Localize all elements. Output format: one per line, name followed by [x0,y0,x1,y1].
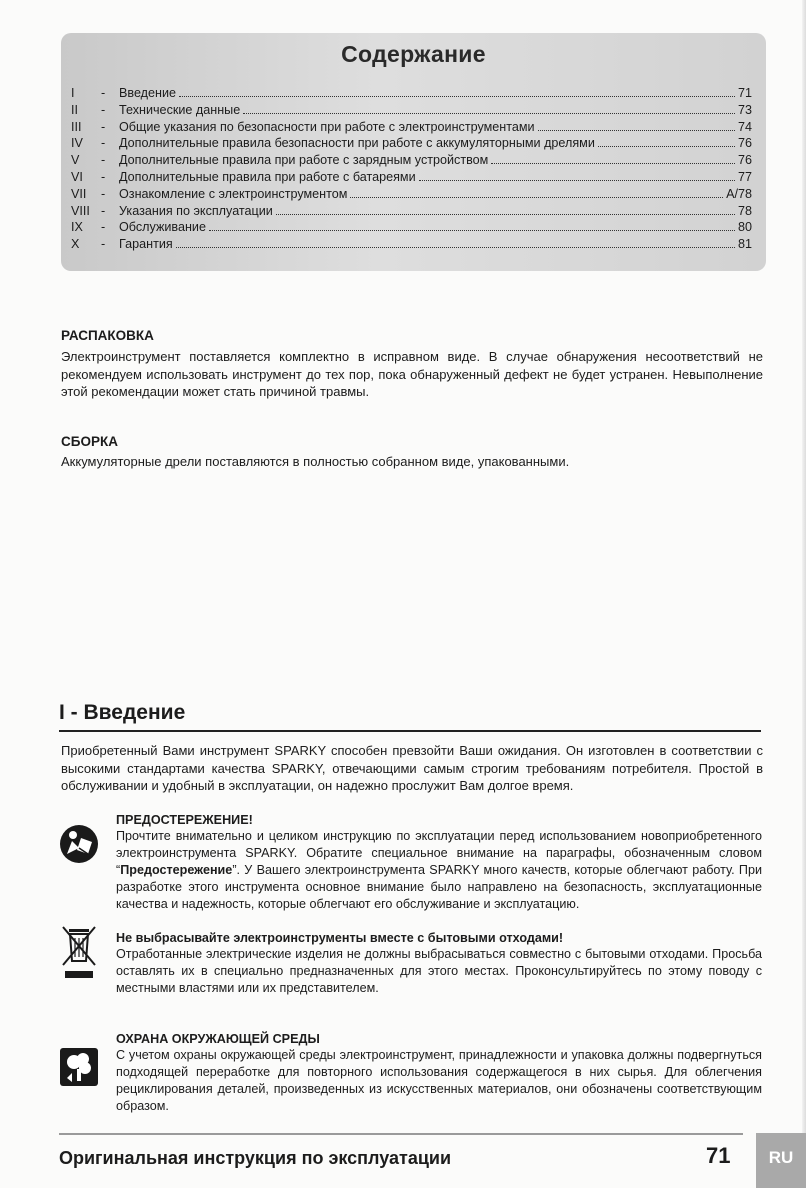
toc-item-title: Введение [119,86,177,100]
toc-item-title: Указания по эксплуатации [119,203,273,218]
toc-item-page: 71 [737,86,752,100]
toc-item-number: I [71,86,75,100]
toc-leader [491,163,735,164]
disposal-title: Не выбрасывайте электроинструменты вместе с бытовыми отходами! [116,931,564,945]
toc-item-title: Дополнительные правила при работе с зарядным устройством [119,153,489,168]
footer-title: Оригинальная инструкция по эксплуатации [59,1148,452,1168]
toc-item-page: 73 [737,102,752,117]
toc-item-title: Технические данные [119,102,241,117]
toc-item [71,85,752,102]
toc-leader [209,230,735,231]
page-number: 71 [706,1143,731,1168]
toc-leader [419,180,735,181]
toc-item [71,169,752,186]
warning-emphasis: Предостережение [120,863,233,877]
toc-item [71,102,752,119]
toc-item [71,119,752,136]
unpacking-text: Электроинструмент поставляется комплектно в исправном виде. В случае обнаружения несоответствий не рекомендуем использовать инструмент до тех пор, пока обнаруженный дефект не будет устранен. Невыполнение этой рекомендации может стать причиной травмы. [61,349,763,399]
toc-item [71,135,752,152]
toc-item-page: A/78 [726,186,752,201]
warning-title: ПРЕДОСТЕРЕЖЕНИЕ! [116,813,253,827]
table-of-contents [61,33,766,271]
toc-item-number: II [71,102,78,117]
page-edge-shadow [802,0,806,1188]
toc-item [71,203,752,220]
toc-item [71,236,752,253]
toc-item-page: 78 [737,203,752,218]
toc-leader [276,214,735,215]
footer-divider [59,1133,743,1135]
toc-item-title: Гарантия [119,237,173,252]
warning-text-part: ”. У Вашего электроинструмента SPARKY много качеств, которые облегчают работу. При разработке этого инструмента основное внимание было направлено на безопасность, эксплуатационные качества и надежность, которые облегчают его обслуживание и эксплуатацию. [116,863,762,911]
toc-item-dash: - [101,153,106,168]
toc-leader [598,146,735,147]
toc-item-dash: - [101,186,106,201]
toc-item-page: 80 [737,220,752,235]
intro-section-heading: I - Введение [59,701,186,724]
toc-item-number: VII [71,186,87,201]
toc-leader [243,113,735,114]
toc-item-title: Ознакомление с электроинструментом [119,186,348,201]
assembly-text: Аккумуляторные дрели поставляются в полностью собранном виде, упакованными. [61,454,570,469]
toc-item-dash: - [101,169,106,184]
environment-text: С учетом охраны окружающей среды электроинструмент, принадлежности и упаковка должны подвергнуться подходящей переработке для повторного использования содержащегося в них сырья. Для облегчения рециклирования деталей, произведенных из искусственных материалов, они обозначены соответствующим образом. [116,1048,762,1113]
toc-item-number: VIII [71,203,90,218]
recycle-tree-icon [59,1047,99,1087]
intro-text: Приобретенный Вами инструмент SPARKY способен превзойти Ваши ожидания. Он изготовлен в соответствии с высокими стандартами качества SPARKY, отвечающими самым строгим требованиям потребителя. Простой в обслуживании и удобный в эксплуатации, он надежно прослужит Вам долгое время. [61,743,763,793]
toc-item-page: 76 [737,136,752,151]
toc-item-page: 81 [737,237,752,252]
toc-item [71,186,752,203]
toc-item-title: Дополнительные правила безопасности при работе с аккумуляторными дрелями [119,136,595,151]
toc-item-dash: - [101,86,106,100]
toc-item [71,152,752,169]
toc-item-number: III [71,119,82,134]
toc-item-dash: - [101,203,106,218]
toc-item-number: IX [71,220,83,235]
crossed-bin-icon [59,923,99,983]
warning-text [116,828,762,913]
warning-text-part: Прочтите внимательно и целиком инструкцию по эксплуатации перед использованием новоприобретенного электроинструмента SPARKY. Обратите специальное внимание на параграфы, обозначенным словом “ [116,829,762,877]
toc-leader [176,247,735,248]
toc-item-dash: - [101,237,106,252]
language-tab: RU [756,1133,806,1188]
toc-item-title: Общие указания по безопасности при работе с электроинструментами [119,119,535,134]
assembly-heading: СБОРКА [61,434,118,449]
toc-item-title: Обслуживание [119,220,206,235]
section-divider [59,730,761,732]
toc-title: Содержание [341,41,486,67]
toc-item-dash: - [101,220,106,235]
toc-leader [179,96,735,97]
toc-item-page: 76 [737,153,752,168]
toc-item-number: IV [71,136,83,151]
toc-item-number: VI [71,169,83,184]
unpacking-heading: РАСПАКОВКА [61,328,154,343]
toc-list [71,85,752,253]
toc-item-dash: - [101,136,106,151]
environment-title: ОХРАНА ОКРУЖАЮЩЕЙ СРЕДЫ [116,1032,320,1046]
read-manual-icon [59,824,99,864]
toc-item-dash: - [101,119,106,134]
toc-item-dash: - [101,102,106,117]
toc-leader [538,130,735,131]
toc-item-number: V [71,153,80,168]
toc-leader [350,197,723,198]
toc-item-number: X [71,237,80,252]
toc-item-title: Дополнительные правила при работе с батареями [119,169,416,184]
toc-item [71,219,752,236]
disposal-text: Отработанные электрические изделия не должны выбрасываться совместно с бытовыми отходами. Просьба оставлять их в специально предназначенных для этого местах. Проконсультируйтесь по этому поводу с местными властями или их представителем. [116,947,762,995]
toc-item-page: 74 [737,119,752,134]
toc-item-page: 77 [737,169,752,184]
